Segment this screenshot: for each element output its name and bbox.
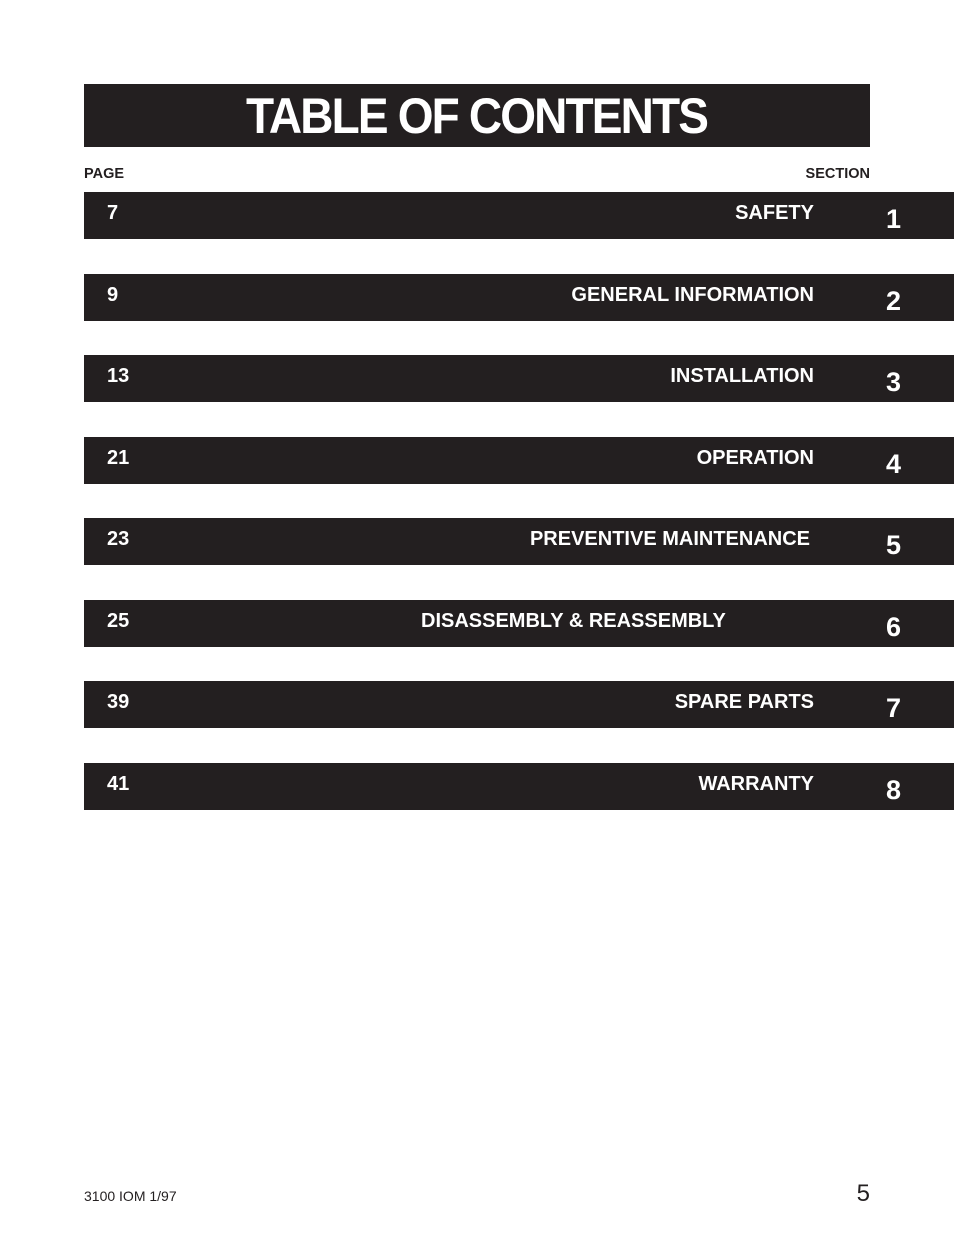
section-number: 1 xyxy=(886,204,902,234)
toc-entry-disassembly-reassembly[interactable] xyxy=(84,600,954,647)
section-tab xyxy=(870,192,954,239)
toc-page-number: 23 xyxy=(107,528,130,550)
title-banner xyxy=(84,84,870,147)
section-tab xyxy=(870,274,954,321)
toc-entry-operation[interactable] xyxy=(84,437,954,484)
toc-entry-title: GENERAL INFORMATION xyxy=(571,283,814,306)
section-tab xyxy=(870,763,954,810)
section-number: 5 xyxy=(886,530,902,560)
toc-page-number: 9 xyxy=(107,283,119,306)
toc-entry-spare-parts[interactable] xyxy=(84,681,954,728)
section-tab xyxy=(870,518,954,565)
toc-page-number: 7 xyxy=(107,202,119,224)
section-tab xyxy=(870,600,954,647)
toc-page-number: 25 xyxy=(107,609,130,632)
section-number: 4 xyxy=(886,448,902,479)
section-column-label: SECTION xyxy=(805,166,870,182)
section-tab xyxy=(870,355,954,402)
toc-page-number: 21 xyxy=(107,446,130,469)
toc-entry-title: SPARE PARTS xyxy=(674,691,814,713)
toc-entry-title: PREVENTIVE MAINTENANCE xyxy=(529,528,810,550)
section-number: 2 xyxy=(886,285,902,316)
toc-entry-title: DISASSEMBLY & REASSEMBLY xyxy=(421,609,726,632)
page-number: 5 xyxy=(856,1180,870,1207)
section-number: 6 xyxy=(886,611,902,642)
toc-entry-preventive-maintenance[interactable] xyxy=(84,518,954,565)
toc-entry-title: INSTALLATION xyxy=(670,365,814,387)
page-column-label: PAGE xyxy=(84,166,125,182)
toc-list xyxy=(84,192,954,844)
toc-entry-title: SAFETY xyxy=(735,202,814,224)
section-tab xyxy=(870,437,954,484)
toc-page-number: 13 xyxy=(107,365,130,387)
section-number: 7 xyxy=(886,693,902,723)
toc-entry-title: OPERATION xyxy=(696,446,814,469)
toc-entry-general-information[interactable] xyxy=(84,274,954,321)
section-tab xyxy=(870,681,954,728)
page-title: TABLE OF CONTENTS xyxy=(246,87,708,144)
section-number: 3 xyxy=(886,367,902,397)
toc-entry-title: WARRANTY xyxy=(698,772,814,795)
toc-entry-warranty[interactable] xyxy=(84,763,954,810)
toc-entry-installation[interactable] xyxy=(84,355,954,402)
section-number: 8 xyxy=(886,774,902,805)
toc-page-number: 39 xyxy=(107,691,130,713)
toc-page-number: 41 xyxy=(107,772,130,795)
document-id: 3100 IOM 1/97 xyxy=(84,1188,177,1204)
toc-entry-safety[interactable] xyxy=(84,192,954,239)
